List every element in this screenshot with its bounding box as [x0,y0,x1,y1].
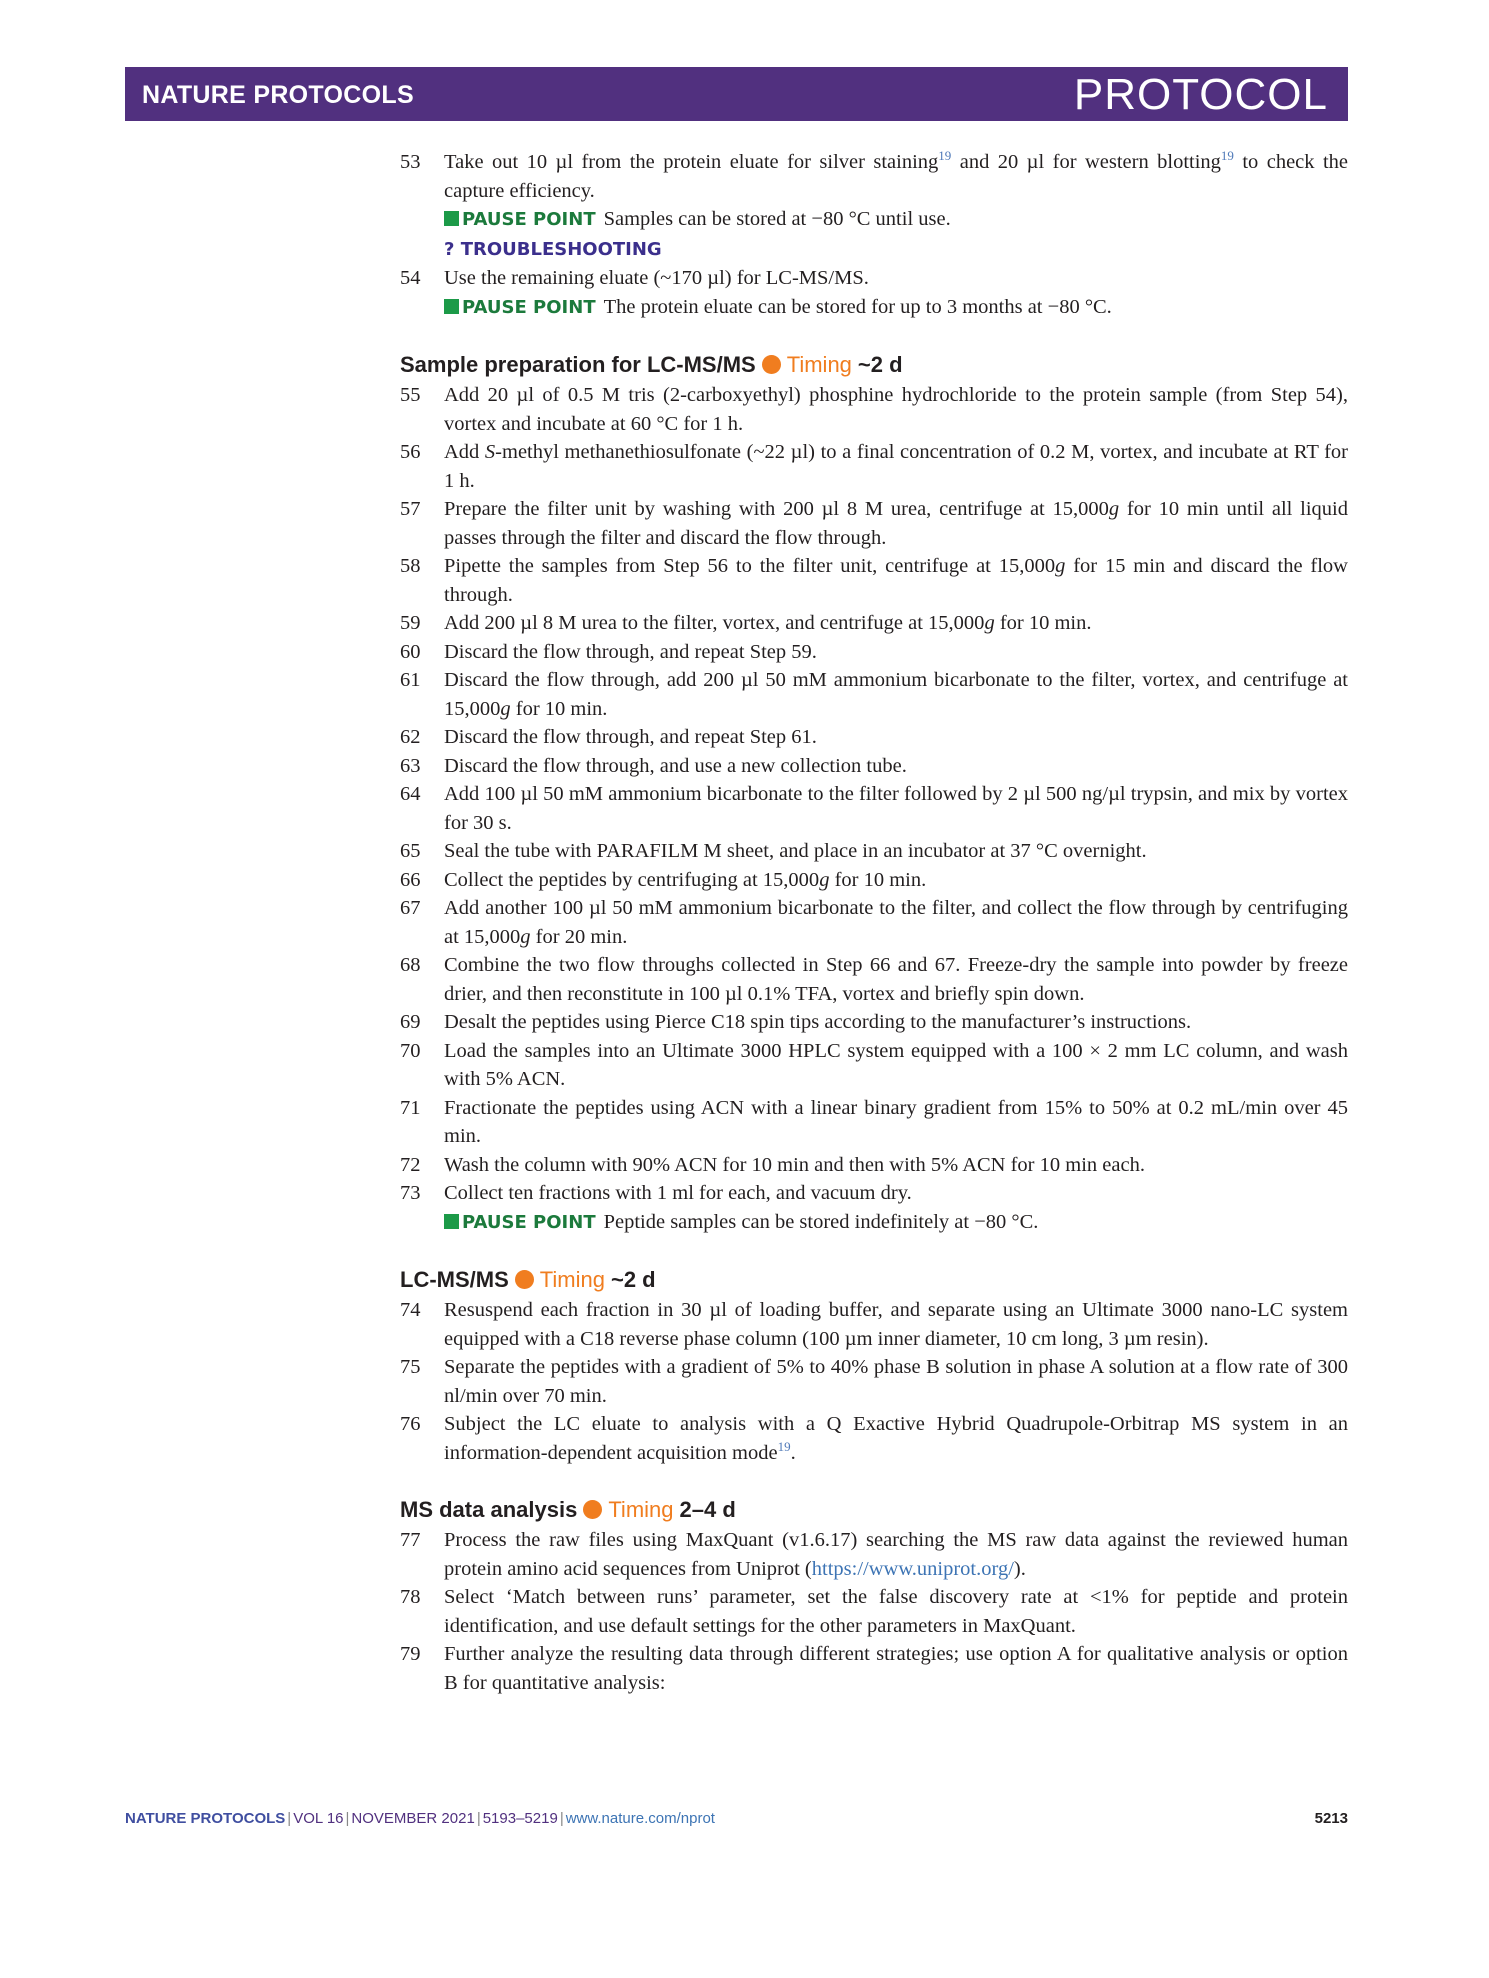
step-text: Desalt the peptides using Pierce C18 spin tips according to the manufacturer’s instructions. [444,1011,1192,1033]
step-text: Load the samples into an Ultimate 3000 HPLC system equipped with a 100 × 2 mm LC column, and wash with 5% ACN. [444,1039,1348,1090]
article-type: PROTOCOL [1073,70,1328,119]
step-64 [400,780,1348,837]
journal-name: NATURE PROTOCOLS [142,81,414,109]
section-title: Sample preparation for LC-MS/MS [400,352,756,377]
step-text: Process the raw files using MaxQuant (v1.6.17) searching the MS raw data against the reviewed human protein amino acid sequences from Uniprot ( [444,1529,1348,1580]
step-text: for 10 min. [994,612,1092,634]
timing-icon [583,1500,602,1519]
timing-label: Timing [539,1267,605,1292]
pause-point-note [444,293,1348,323]
step-73 [400,1179,1348,1237]
step-55 [400,381,1348,438]
step-text: ). [1013,1557,1026,1580]
timing-value: ~2 d [857,352,903,377]
pause-point-note [444,1208,1348,1238]
timing-icon [762,355,781,374]
footer-journal: NATURE PROTOCOLS [125,1810,286,1827]
step-number: 57 [400,498,421,520]
step-62 [400,723,1348,752]
step-text: Collect ten fractions with 1 ml for each, and vacuum dry. [444,1182,912,1204]
step-text: Further analyze the resulting data through different strategies; use option A for qualitative analysis or option B for quantitative analysis: [444,1643,1348,1694]
step-text: Discard the flow through, and repeat Step 61. [444,726,817,748]
step-number: 62 [400,726,421,748]
protocol-content [400,148,1348,1697]
step-text: Add 20 µl of 0.5 M tris (2-carboxyethyl) phosphine hydrochloride to the protein sample (from Step 54), vortex and incubate at 60 °C for 1 h. [444,384,1348,435]
reference-link[interactable]: 19 [1220,148,1234,164]
step-number: 70 [400,1039,421,1062]
step-text: -methyl methanethiosulfonate (~22 µl) to a final concentration of 0.2 M, vortex, and incubate at RT for 1 h. [444,441,1348,492]
g-unit: g [984,612,995,634]
step-number: 54 [400,267,421,289]
g-unit: g [500,697,511,720]
troubleshooting-note [444,235,1348,265]
step-67 [400,894,1348,951]
step-75 [400,1353,1348,1410]
step-79 [400,1640,1348,1697]
pause-point-icon [444,299,459,314]
pause-point-label: PAUSE POINT [462,296,596,318]
step-number: 78 [400,1586,421,1608]
step-text: Discard the flow through, add 200 µl 50 mM ammonium bicarbonate to the filter, vortex, and centrifuge at 15,000 [444,669,1348,720]
step-number: 67 [400,897,421,919]
step-66 [400,866,1348,895]
step-text: Add 200 µl 8 M urea to the filter, vortex, and centrifuge at 15,000 [444,612,985,634]
step-text: Subject the LC eluate to analysis with a Q Exactive Hybrid Quadrupole-Orbitrap MS system in an information-dependent acquisition mode [444,1413,1348,1464]
pause-point-icon [444,211,459,226]
pause-point-label: PAUSE POINT [462,1211,596,1233]
g-unit: g [1055,555,1066,577]
step-number: 69 [400,1011,421,1033]
step-76 [400,1410,1348,1467]
step-text: Fractionate the peptides using ACN with a linear binary gradient from 15% to 50% at 0.2 mL/min over 45 min. [444,1096,1348,1147]
section-heading-sample-preparation [400,350,1348,380]
step-number: 56 [400,441,421,463]
step-number: 75 [400,1356,421,1378]
g-unit: g [1108,498,1120,520]
timing-label: Timing [608,1497,674,1522]
step-63 [400,752,1348,781]
step-number: 66 [400,868,421,891]
step-71 [400,1094,1348,1151]
step-text: for 15 min and discard the flow through. [444,555,1348,606]
uniprot-link[interactable]: https://www.uniprot.org/ [811,1557,1014,1580]
step-number: 73 [400,1182,421,1204]
step-61 [400,666,1348,723]
pause-point-text: Samples can be stored at −80 °C until use. [603,208,951,230]
step-54 [400,264,1348,322]
step-text: Add another 100 µl 50 mM ammonium bicarbonate to the filter, and collect the flow through by centrifuging at 15,000 [444,897,1348,948]
pause-point-text: The protein eluate can be stored for up to 3 months at −80 °C. [603,295,1112,318]
timing-icon [515,1270,534,1289]
pause-point-icon [444,1214,459,1229]
step-68 [400,951,1348,1008]
timing-label: Timing [786,352,852,377]
step-text: Take out 10 µl from the protein eluate for silver staining [444,151,939,173]
step-57 [400,495,1348,552]
footer-volume: VOL 16 [293,1810,344,1827]
page-number: 5213 [1314,1810,1348,1827]
step-text: Pipette the samples from Step 56 to the filter unit, centrifuge at 15,000 [444,555,1056,577]
step-text: Discard the flow through, and use a new collection tube. [444,754,907,777]
step-number: 76 [400,1413,421,1435]
footer-url-link[interactable]: www.nature.com/nprot [565,1810,715,1827]
step-text: Select ‘Match between runs’ parameter, set the false discovery rate at <1% for peptide and protein identification, and use default settings for the other parameters in MaxQuant. [444,1586,1348,1637]
step-text: Wash the column with 90% ACN for 10 min and then with 5% ACN for 10 min each. [444,1153,1145,1176]
step-text: Seal the tube with PARAFILM M sheet, and place in an incubator at 37 °C overnight. [444,840,1147,862]
section-heading-lc-ms-ms [400,1265,1348,1295]
pause-point-note [444,205,1348,235]
footer-citation: NATURE PROTOCOLS | VOL 16 | NOVEMBER 2021 | 5193–5219 | www.nature.com/nprot [125,1810,715,1827]
step-number: 72 [400,1153,421,1176]
step-text: Use the remaining eluate (~170 µl) for LC-MS/MS. [444,267,869,289]
step-number: 68 [400,954,421,976]
step-text: for 10 min. [829,868,927,891]
reference-link[interactable]: 19 [938,148,952,164]
footer-pages: 5193–5219 [482,1810,558,1827]
step-text: . [790,1441,796,1464]
step-74 [400,1296,1348,1353]
step-number: 77 [400,1529,421,1551]
section-title: MS data analysis [400,1497,578,1522]
step-text: and 20 µl for western blotting [951,151,1221,173]
section-title: LC-MS/MS [400,1267,509,1292]
g-unit: g [819,868,830,891]
step-text: Prepare the filter unit by washing with 200 µl 8 M urea, centrifuge at 15,000 [444,498,1109,520]
step-number: 60 [400,640,421,663]
step-text: Separate the peptides with a gradient of 5% to 40% phase B solution in phase A solution at a flow rate of 300 nl/min over 70 min. [444,1356,1348,1407]
step-56 [400,438,1348,495]
step-number: 59 [400,612,421,634]
step-number: 71 [400,1096,421,1119]
step-number: 55 [400,384,421,406]
step-number: 63 [400,754,421,777]
step-number: 79 [400,1643,421,1665]
step-text: Collect the peptides by centrifuging at 15,000 [444,868,820,891]
italic-text: S [484,441,496,463]
step-number: 61 [400,669,421,691]
step-text: Add 100 µl 50 mM ammonium bicarbonate to the filter followed by 2 µl 500 ng/µl trypsin, and mix by vortex for 30 s. [444,783,1348,834]
footer-date: NOVEMBER 2021 [351,1810,475,1827]
step-number: 58 [400,555,421,577]
pause-point-text: Peptide samples can be stored indefinitely at −80 °C. [603,1210,1039,1233]
step-text: for 20 min. [530,925,628,948]
g-unit: g [520,925,531,948]
troubleshooting-label: ? TROUBLESHOOTING [444,238,662,260]
step-text: for 10 min. [510,697,608,720]
step-text: Combine the two flow throughs collected in Step 66 and 67. Freeze-dry the sample into powder by freeze drier, and then reconstitute in 100 µl 0.1% TFA, vortex and briefly spin down. [444,954,1348,1005]
step-59 [400,609,1348,638]
step-number: 64 [400,783,421,805]
section-heading-ms-data-analysis [400,1495,1348,1525]
step-number: 65 [400,840,421,862]
step-number: 53 [400,151,421,173]
step-72 [400,1151,1348,1180]
step-53 [400,148,1348,264]
step-60 [400,638,1348,667]
step-text: Resuspend each fraction in 30 µl of loading buffer, and separate using an Ultimate 3000 nano-LC system equipped with a C18 reverse phase column (100 µm inner diameter, 10 cm long, 3 µm resin). [444,1299,1348,1350]
journal-header-bar [125,67,1348,121]
step-text: to check the capture efficiency. [444,151,1348,202]
step-text: Add [444,441,485,463]
step-77 [400,1526,1348,1583]
step-text: Discard the flow through, and repeat Step 59. [444,640,817,663]
step-69 [400,1008,1348,1037]
step-65 [400,837,1348,866]
step-70 [400,1037,1348,1094]
step-58 [400,552,1348,609]
step-78 [400,1583,1348,1640]
timing-value: ~2 d [610,1267,656,1292]
timing-value: 2–4 d [679,1497,736,1522]
step-text: for 10 min until all liquid passes through the filter and discard the flow through. [444,498,1348,549]
pause-point-label: PAUSE POINT [462,209,596,230]
reference-link[interactable]: 19 [777,1438,791,1454]
step-number: 74 [400,1299,421,1321]
